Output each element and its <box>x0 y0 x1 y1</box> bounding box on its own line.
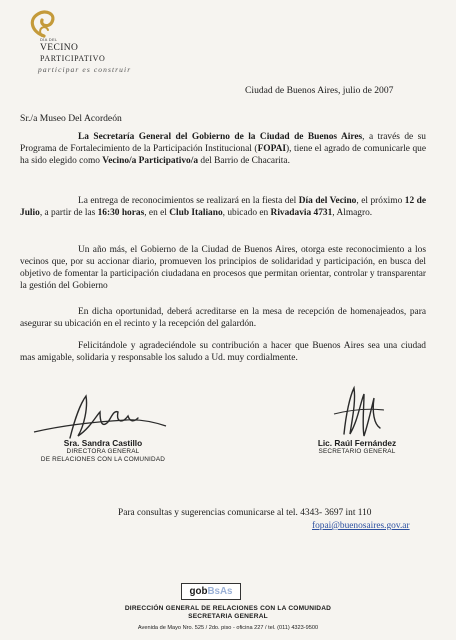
paragraph-announcement <box>20 131 426 167</box>
paragraph-closing: Felicitándole y agradeciéndole su contribución a hacer que Buenos Aires sea una ciudad mas amigable, solidaria y responsable los saludo a Ud. muy cordialmente. <box>20 341 426 363</box>
p1-bold-vecino: Vecino/a Participativo/a <box>102 156 199 166</box>
gob-bsas-logo <box>181 583 241 600</box>
signature-title-right-1: SECRETARIO GENERAL <box>318 448 396 455</box>
logo-small-text: DÍA DEL <box>40 37 58 42</box>
p1-text: , a través de su Programa de Fortalecimiento de la Participación Institucional ( <box>20 132 426 154</box>
logo-word-participativo: PARTICIPATIVO <box>40 54 106 63</box>
p2-text: La entrega de reconocimientos se realizará en la fiesta del <box>78 196 299 206</box>
signature-scribble-left-icon <box>30 392 170 444</box>
signature-title-left-1: DIRECTORA GENERAL <box>66 448 140 455</box>
p2-text-5: , ubicado en <box>222 208 271 218</box>
letter-recipient: Sr./a Museo Del Acordeón <box>20 113 122 124</box>
gob-logo-part1: gob <box>189 586 208 597</box>
footer-secretaria: SECRETARIA GENERAL <box>188 613 268 620</box>
p1-bold-secretaria: La Secretaría General del Gobierno de la Ciudad de Buenos Aires <box>78 132 363 142</box>
signature-name-left: Sra. Sandra Castillo <box>63 438 143 448</box>
logo-word-vecino: VECINO <box>40 43 79 53</box>
p2-bold-hora: 16:30 horas <box>97 208 145 218</box>
paragraph-event-details <box>20 195 426 219</box>
signature-block-right <box>276 438 438 456</box>
contact-email-link[interactable]: fopai@buenosaires.gov.ar <box>312 521 410 531</box>
p1-text-2: ), tiene el agrado de comunicarle que ha sido elegido como <box>20 144 426 166</box>
p2-bold-dia: Día del Vecino <box>298 196 357 206</box>
vecino-participativo-logo <box>8 8 188 80</box>
logo-swirl-icon <box>22 6 62 40</box>
p2-text-3: , a partir de las <box>39 208 98 218</box>
p2-bold-direccion: Rivadavia 4731 <box>270 208 333 218</box>
signature-name-right: Lic. Raúl Fernández <box>317 438 397 448</box>
p2-bold-club: Club Italiano <box>169 208 223 218</box>
paragraph-recognition: Un año más, el Gobierno de la Ciudad de Buenos Aires, otorga este reconocimiento a los vecinos que, por su accionar diario, promueven los principios de solidaridad y participación, en busca del objetivo de fomentar la participación ciudadana en procesos que permitan orientar, controlar y transparentar la gestión del Gobierno <box>20 245 426 291</box>
footer-direccion: DIRECCIÓN GENERAL DE RELACIONES CON LA COMUNIDAD <box>124 605 332 612</box>
p2-text-4: , en el <box>144 208 170 218</box>
paragraph-accreditation: En dicha oportunidad, deberá acreditarse en la mesa de recepción de homenajeados, para asegurar su ubicación en el recinto y la recepción del galardón. <box>20 307 426 329</box>
logo-slogan: participar es construir <box>38 65 132 74</box>
letter-date: Ciudad de Buenos Aires, julio de 2007 <box>245 85 394 96</box>
p2-text-2: , el próximo <box>356 196 405 206</box>
signature-scribble-right-icon <box>330 384 390 440</box>
signature-title-left-2: DE RELACIONES CON LA COMUNIDAD <box>40 456 166 463</box>
contact-line: Para consultas y sugerencias comunicarse al tel. 4343- 3697 int 110 <box>118 508 372 518</box>
gob-logo-part2: BsAs <box>207 586 233 597</box>
p1-bold-fopai: FOPAI <box>257 144 287 154</box>
footer-address: Avenida de Mayo Nro. 525 / 2do. piso - oficina 227 / tel. (011) 4323-9500 <box>137 625 319 631</box>
p1-text-3: del Barrio de Chacarita. <box>198 156 290 166</box>
signature-block-left <box>14 438 192 464</box>
p2-bold-fecha: 12 de Julio <box>20 196 427 218</box>
p2-text-6: , Almagro. <box>332 208 373 218</box>
